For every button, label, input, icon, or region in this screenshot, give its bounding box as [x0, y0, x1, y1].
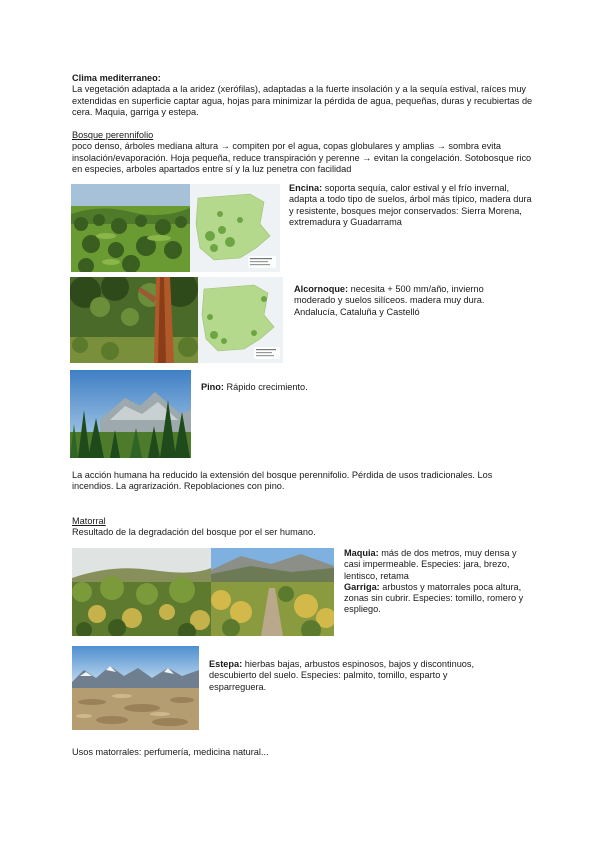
clima-title: Clima mediterraneo:: [72, 73, 161, 83]
estepa-photo: [72, 646, 199, 730]
bosque-text: poco denso, árboles mediana altura → compiten por el agua, copas globulares y amplias → sombra evita insolación/evaporación. Hoja pequeña, reduce transpiración y perenne → evitan la congelación. Sotobosque rico en especies, arboles apartados entre sí y la luz penetra con facilidad: [72, 141, 532, 174]
matorral-heading: Matorral: [72, 516, 106, 526]
encina-photo: [71, 184, 190, 272]
estepa-description: [209, 659, 505, 693]
garriga-text: arbustos y matorrales poca altura, zonas sin cubrir. Especies: tomillo, romero y espliego.: [344, 581, 524, 615]
bosque-section: [72, 130, 534, 175]
alcornoque-map: [198, 277, 283, 363]
maquia-garriga-description: [344, 548, 532, 616]
clima-section: [72, 73, 534, 118]
garriga-name: Garriga:: [344, 581, 380, 592]
matorral-text: Resultado de la degradación del bosque por el ser humano.: [72, 527, 316, 538]
encina-name: Encina:: [289, 183, 323, 193]
clima-text: La vegetación adaptada a la aridez (xerófilas), adaptadas a la fuerte insolación y a la sequía estival, raíces muy extendidas en superficie captar agua, hojas para minimizar la pérdida de agua, pequeñas, duras y recubiertas de cera. Maquia, garriga y estepa.: [72, 84, 533, 117]
encina-text: soporta sequía, calor estival y el frío invernal, adapta a todo tipo de suelos, árbol más típico, madera dura y resistente, bosques mejor conservados: Sierra Morena, extremadura y Guadarrama: [289, 183, 532, 227]
maquia-text: más de dos metros, muy densa y casi impermeable. Especies: jara, brezo, lentisco, retama: [344, 548, 517, 581]
matorral-section: [72, 516, 534, 539]
garriga-description: [344, 582, 532, 616]
bosque-heading: Bosque perennifolio: [72, 130, 154, 140]
pino-text: Rápido crecimiento.: [223, 382, 308, 392]
accion-humana-text: La acción humana ha reducido la extensión del bosque perennifolio. Pérdida de usos tradicionales. Los incendios. La agrarización. Repoblaciones con pino.: [72, 470, 493, 492]
maquia-photo: [72, 548, 211, 636]
alcornoque-description: [294, 284, 524, 318]
usos-matorrales-text: Usos matorrales: perfumería, medicina natural...: [72, 747, 269, 757]
pino-description: [201, 382, 401, 393]
estepa-name: Estepa:: [209, 659, 243, 669]
estepa-text: hierbas bajas, arbustos espinosos, bajos y discontinuos, descubierto del suelo. Especies: palmito, tomillo, esparto y esparreguera.: [209, 659, 475, 692]
alcornoque-name: Alcornoque:: [294, 284, 349, 294]
maquia-name: Maquia:: [344, 548, 379, 558]
garriga-photo: [211, 548, 334, 636]
encina-map: [190, 184, 280, 272]
pino-photo: [70, 370, 191, 458]
pino-name: Pino:: [201, 382, 224, 392]
encina-description: [289, 183, 533, 228]
alcornoque-text: necesita + 500 mm/año, invierno moderado y suelos silíceos. madera muy dura. Andalucía, Cataluña y Castelló: [294, 284, 485, 317]
maquia-description: [344, 548, 532, 582]
alcornoque-photo: [70, 277, 198, 363]
